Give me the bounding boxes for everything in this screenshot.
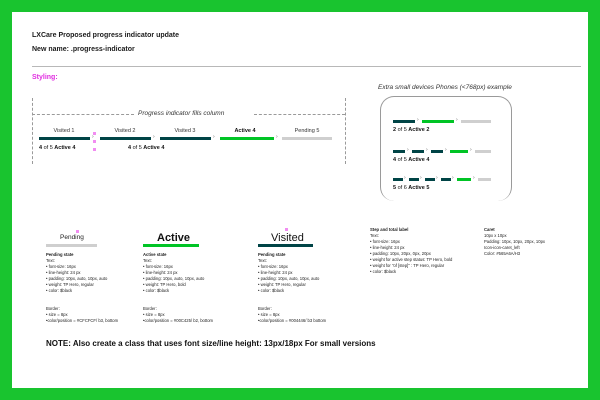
active-sample-bar (143, 244, 199, 247)
step-bar-1 (39, 137, 90, 140)
pending-sample-bar (46, 244, 97, 247)
note-text: NOTE: Also create a class that uses font size/line height: 13px/18px For small versions (46, 339, 376, 348)
caret-right-icon: › (417, 117, 419, 123)
mobile-caption: Extra small devices Phones (<768px) example (378, 84, 512, 91)
spacing-marker (93, 132, 96, 135)
doc-title: LXCare Proposed progress indicator update (32, 32, 180, 39)
caret-spec: Caret 10px x 10px Padding: 10px, 10px, 20px, 10px Icon-icon-caret_left Color: #565A6A/H3 (484, 227, 574, 257)
caret-right-icon: › (404, 175, 406, 181)
caret-right-icon: › (420, 175, 422, 181)
active-sample-label: Active (157, 232, 191, 244)
mobile-bar (461, 120, 491, 123)
spacing-marker (76, 230, 79, 233)
caret-right-icon: › (213, 134, 215, 140)
styling-heading: Styling: (32, 74, 58, 81)
mobile-count-3: 5 of 6 Active 5 (393, 185, 430, 191)
column-guide-right (345, 98, 346, 164)
spacing-marker (285, 228, 288, 231)
mobile-bar (412, 150, 424, 153)
caret-right-icon: › (92, 134, 94, 140)
step-label-2: Visited 2 (114, 128, 136, 134)
spec-title: Pending state (258, 252, 286, 257)
spec-title: Pending state (46, 252, 74, 257)
mobile-bar (431, 150, 443, 153)
caret-right-icon: › (407, 147, 409, 153)
desktop-caption: Progress indicator fills column (138, 110, 225, 117)
caret-right-icon: › (452, 175, 454, 181)
active-border-spec: Border: • size = 8px •color/position = #00C425/ b2, bottom (143, 306, 214, 323)
spec-title: Caret (484, 227, 495, 232)
step-bar-2 (100, 137, 151, 140)
visited-spec: Pending state Text: • font-size: 16px • line-height: 24 px • padding: 10px, auto, 10px, auto • weight: TP Hero, regular • color: $black (258, 252, 358, 294)
mobile-bar (457, 178, 471, 181)
mobile-bar (475, 150, 491, 153)
mobile-bar (422, 120, 454, 123)
mobile-bar (409, 178, 419, 181)
step-label-5: Pending 5 (294, 128, 320, 134)
step-bar-3 (160, 137, 211, 140)
spacing-marker (93, 148, 96, 151)
step-label-4: Active 4 (234, 128, 256, 134)
document-page (12, 12, 588, 388)
spec-title: Active state (143, 252, 167, 257)
visited-border-spec: Border: • size = 8px •color/position = #004446/ b3 bottom (258, 306, 327, 323)
step-label-3: Visited 3 (174, 128, 196, 134)
step-bar-4 (220, 137, 274, 140)
caret-right-icon: › (470, 147, 472, 153)
caret-right-icon: › (456, 117, 458, 123)
pending-spec: Pending state Text: • font-size: 16px • line-height: 24 px • padding: 10px, auto, 10px, auto • weight: TP Hero, regular • color: $black (46, 252, 136, 294)
mobile-bar (450, 150, 468, 153)
step-bar-5 (282, 137, 332, 140)
caret-right-icon: › (436, 175, 438, 181)
mobile-bar (393, 178, 403, 181)
spacing-marker (93, 140, 96, 143)
caret-right-icon: › (276, 134, 278, 140)
new-name: New name: .progress-indicator (32, 46, 135, 53)
pending-sample-label: Pending (60, 234, 84, 241)
pending-border-spec: Border: • size = 8px •color/position = #CFCFCF/ b3, bottom (46, 306, 119, 323)
visited-sample-label: Visited (271, 232, 304, 244)
mobile-count-1: 2 of 5 Active 2 (393, 127, 430, 133)
caret-right-icon: › (153, 134, 155, 140)
column-guide-left (32, 98, 33, 164)
step-count-example-1: 4 of 5 Active 4 (39, 145, 76, 151)
mobile-bar (478, 178, 491, 181)
guide-line-left (32, 114, 134, 115)
divider (32, 66, 581, 67)
mobile-bar (393, 150, 405, 153)
mobile-count-2: 4 of 5 Active 4 (393, 157, 430, 163)
step-label-1: Visited 1 (53, 128, 75, 134)
mobile-bar (393, 120, 415, 123)
caret-right-icon: › (473, 175, 475, 181)
active-spec: Active state Text: • font-size: 16px • line-height: 24 px • padding: 10px, auto, 10px, auto • weight: TP Hero, bold • color: $black (143, 252, 243, 294)
step-count-example-2: 4 of 5 Active 4 (128, 145, 165, 151)
caret-right-icon: › (426, 147, 428, 153)
mobile-bar (425, 178, 435, 181)
mobile-bar (441, 178, 451, 181)
step-label-spec: Step and total label Text: • font-size: 16px • line-height: 24 px • padding: 10px, 20px, 0px, 20px • weight for active step status: TP Hero, bold • weight for "of [step]" : TP Hero, regular • color: $black (370, 227, 480, 275)
caret-right-icon: › (445, 147, 447, 153)
guide-line-right (254, 114, 345, 115)
visited-sample-bar (258, 244, 313, 247)
spec-title: Step and total label (370, 227, 409, 232)
